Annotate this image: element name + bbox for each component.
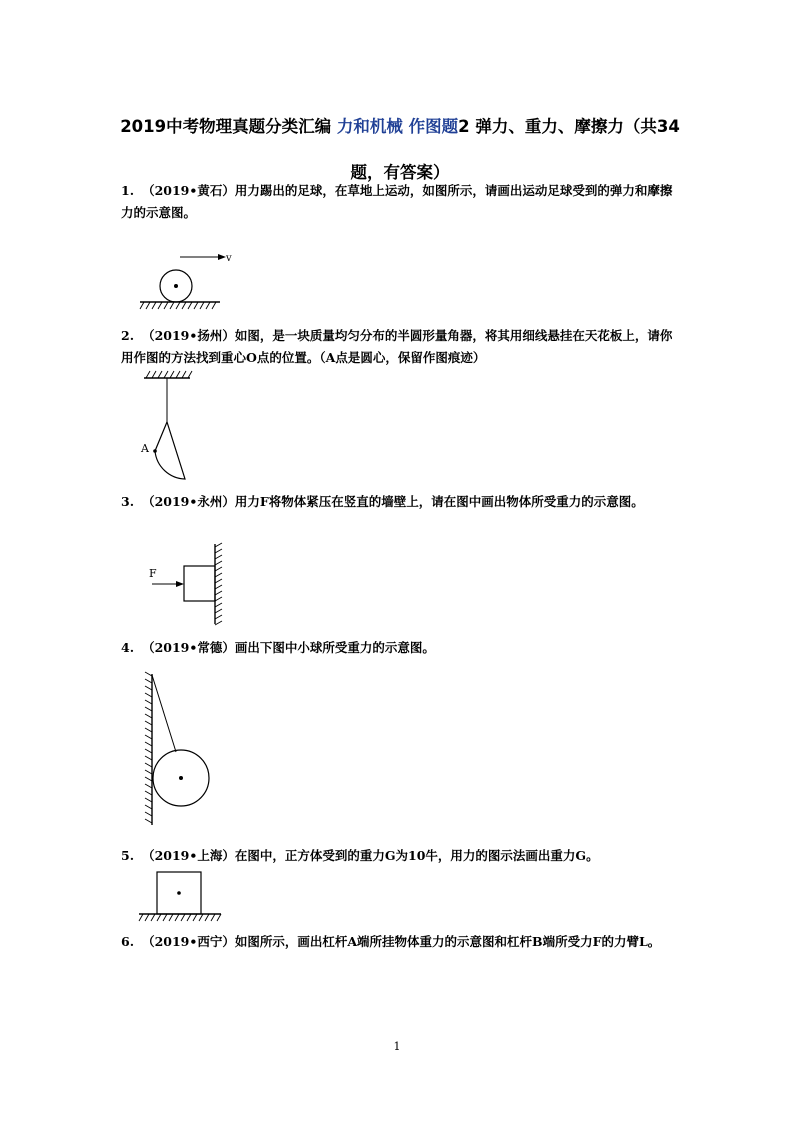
question-3: 3. （2019•永州）用力F将物体紧压在竖直的墙壁上，请在图中画出物体所受重力的示意图。 [121,494,644,509]
question-4: 4. （2019•常德）画出下图中小球所受重力的示意图。 [121,640,435,655]
velocity-label: v [226,253,232,264]
figure-cube-on-ground [137,867,227,925]
question-5: 5. （2019•上海）在图中，正方体受到的重力G为10牛，用力的图示法画出重力G。 [121,848,599,863]
figure-ball-on-wall [136,670,216,830]
force-f-label: F [149,567,157,580]
page-title: 2019中考物理真题分类汇编 力和机械 作图题2 弹力、重力、摩擦力（共34题，有答案） [120,117,680,182]
question-2: 2. （2019•扬州）如图，是一块质量均匀分布的半圆形量角器，将其用细线悬挂在天花板上，请你用作图的方法找到重心O点的位置。（A点是圆心，保留作图痕迹） [121,328,673,365]
figure-ball-on-grass [138,244,248,312]
point-a-label: A [141,442,149,455]
page-number: 1 [393,1040,401,1053]
figure-block-on-wall [144,542,229,627]
figure-protractor [138,370,208,490]
question-6: 6. （2019•西宁）如图所示，画出杠杆A端所挂物体重力的示意图和杠杆B端所受力F的力臂L。 [121,934,661,949]
question-1: 1. （2019•黄石）用力踢出的足球，在草地上运动，如图所示，请画出运动足球受到的弹力和摩擦力的示意图。 [121,183,673,220]
